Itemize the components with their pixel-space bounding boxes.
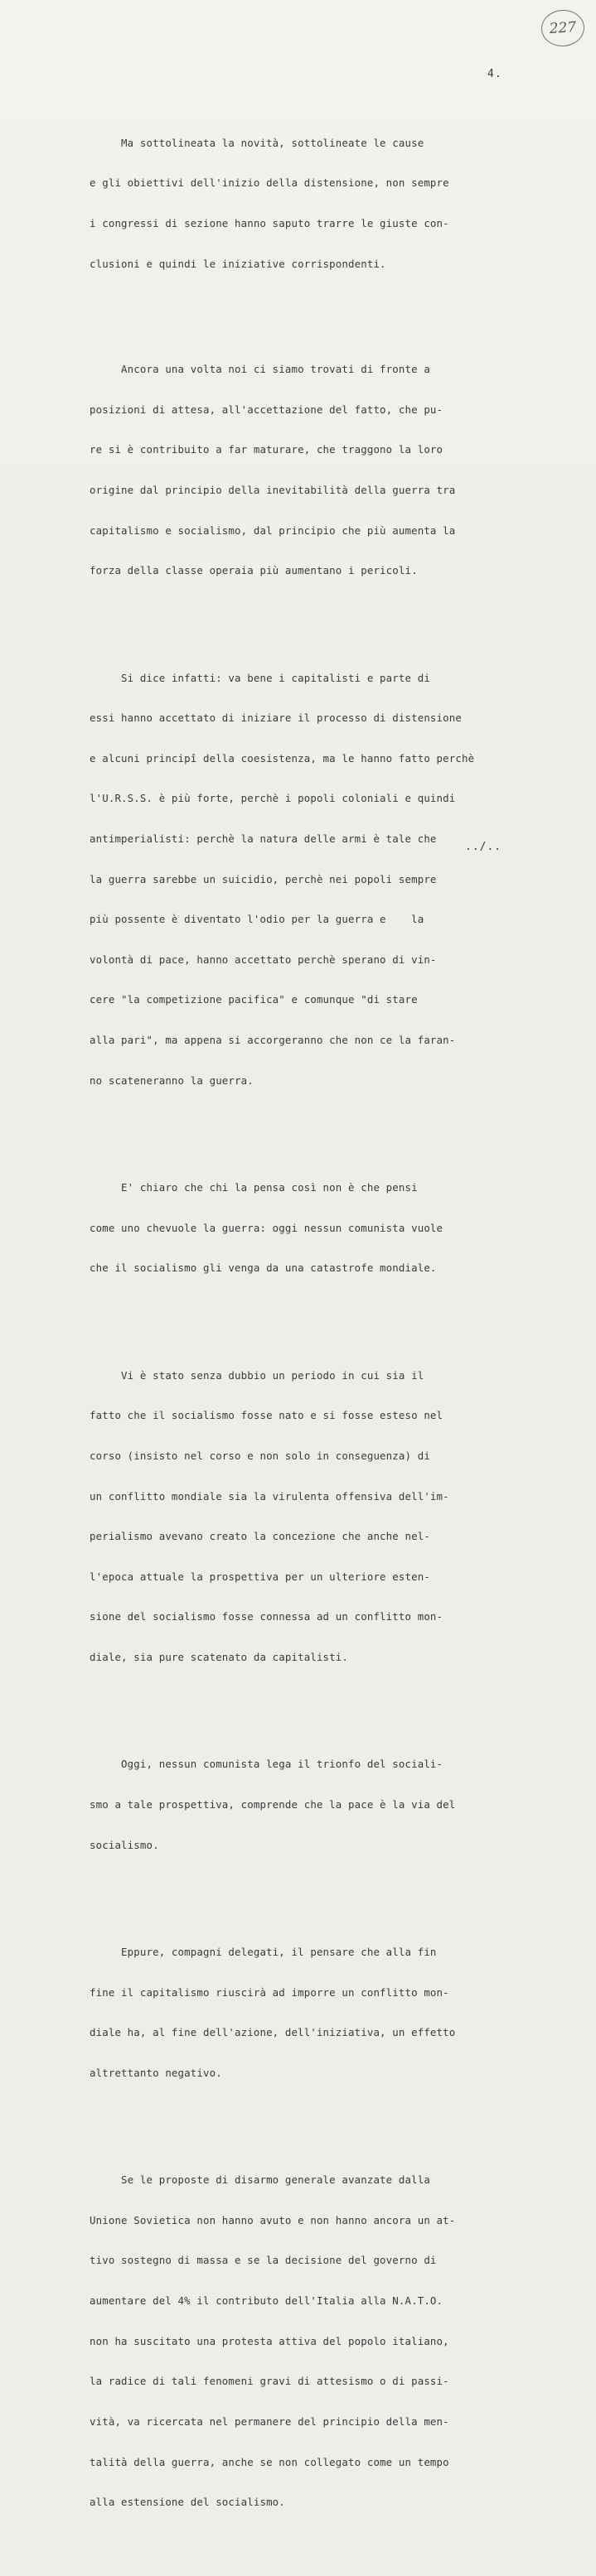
text-line: sione del socialismo fosse connessa ad un conflitto mon- bbox=[90, 1610, 443, 1623]
text-line: i congressi di sezione hanno saputo trarre le giuste con- bbox=[90, 217, 449, 230]
text-line: talità della guerra, anche se non collegato come un tempo bbox=[90, 2455, 449, 2468]
text-line: altrettanto negativo. bbox=[90, 2066, 222, 2079]
continuation-mark: ../.. bbox=[465, 841, 502, 853]
text-line: Se le proposte di disarmo generale avanzate dalla bbox=[90, 2173, 430, 2187]
page-number: 4. bbox=[487, 68, 502, 80]
text-line: la guerra sarebbe un suicidio, perchè nei popoli sempre bbox=[90, 872, 437, 885]
body-text bbox=[90, 83, 504, 2576]
text-line: diale, sia pure scatenato da capitalisti. bbox=[90, 1650, 349, 1663]
text-line: socialismo. bbox=[90, 1838, 159, 1851]
text-line: Ancora una volta noi ci siamo trovati di fronte a bbox=[90, 363, 430, 376]
text-line: forza della classe operaia più aumentano i pericoli. bbox=[90, 564, 418, 577]
text-line: capitalismo e socialismo, dal principio che più aumenta la bbox=[90, 523, 456, 537]
text-line: e alcuni principî della coesistenza, ma le hanno fatto perchè bbox=[90, 751, 475, 765]
text-line: aumentare del 4% il contributo dell'Italia alla N.A.T.O. bbox=[90, 2294, 443, 2308]
text-line: Ma sottolineata la novità, sottolineate le cause bbox=[90, 136, 424, 149]
text-line: tivo sostegno di massa e se la decisione del governo di bbox=[90, 2254, 437, 2267]
text-line: clusioni e quindi le iniziative corrispondenti. bbox=[90, 257, 386, 270]
paragraph-8 bbox=[90, 2147, 504, 2536]
text-line: posizioni di attesa, all'accettazione del fatto, che pu- bbox=[90, 403, 443, 416]
text-line: la radice di tali fenomeni gravi di attesismo o di passi- bbox=[90, 2375, 449, 2388]
text-line: Si dice infatti: va bene i capitalisti e parte di bbox=[90, 671, 430, 684]
text-line: come uno chevuole la guerra: oggi nessun comunista vuole bbox=[90, 1221, 443, 1234]
text-line: l'U.R.S.S. è più forte, perchè i popoli coloniali e quindi bbox=[90, 792, 456, 805]
text-line: corso (insisto nel corso e non solo in conseguenza) di bbox=[90, 1449, 430, 1462]
paragraph-2 bbox=[90, 336, 504, 605]
text-line: origine dal principio della inevitabilità della guerra tra bbox=[90, 483, 456, 496]
text-line: un conflitto mondiale sia la virulenta offensiva dell'im- bbox=[90, 1489, 449, 1503]
paragraph-4 bbox=[90, 1155, 504, 1302]
text-line: più possente è diventato l'odio per la guerra e la bbox=[90, 913, 424, 926]
paragraph-7 bbox=[90, 1919, 504, 2107]
text-line: diale ha, al fine dell'azione, dell'iniziativa, un effetto bbox=[90, 2026, 456, 2039]
text-line: no scateneranno la guerra. bbox=[90, 1073, 254, 1087]
text-line: Unione Sovietica non hanno avuto e non hanno ancora un at- bbox=[90, 2213, 456, 2226]
text-line: non ha suscitato una protesta attiva del popolo italiano, bbox=[90, 2334, 449, 2347]
text-line: cere "la competizione pacifica" e comunque "di stare bbox=[90, 993, 418, 1006]
text-line: l'epoca attuale la prospettiva per un ulteriore esten- bbox=[90, 1570, 430, 1583]
text-line: fatto che il socialismo fosse nato e si fosse esteso nel bbox=[90, 1409, 443, 1422]
text-line: alla estensione del socialismo. bbox=[90, 2496, 285, 2509]
text-line: volontà di pace, hanno accettato perchè sperano di vin- bbox=[90, 953, 437, 966]
text-line: Vi è stato senza dubbio un periodo in cui sia il bbox=[90, 1368, 424, 1382]
text-line: perialismo avevano creato la concezione che anche nel- bbox=[90, 1530, 430, 1543]
text-line: che il socialismo gli venga da una catastrofe mondiale. bbox=[90, 1261, 437, 1275]
paragraph-5 bbox=[90, 1342, 504, 1691]
text-line: re si è contribuito a far maturare, che traggono la loro bbox=[90, 443, 443, 456]
text-line: E' chiaro che chi la pensa così non è che pensi bbox=[90, 1181, 418, 1194]
text-line: Eppure, compagni delegati, il pensare che alla fin bbox=[90, 1946, 437, 1959]
text-line: e gli obiettivi dell'inizio della distensione, non sempre bbox=[90, 176, 449, 190]
text-line: vità, va ricercata nel permanere del principio della men- bbox=[90, 2414, 449, 2428]
text-line: smo a tale prospettiva, comprende che la pace è la via del bbox=[90, 1797, 456, 1811]
text-line: Oggi, nessun comunista lega il trionfo del sociali- bbox=[90, 1758, 443, 1771]
paragraph-3 bbox=[90, 644, 504, 1114]
text-line: fine il capitalismo riuscirà ad imporre un conflitto mon- bbox=[90, 1985, 449, 1999]
text-line: alla pari", ma appena si accorgeranno che non ce la faran- bbox=[90, 1034, 456, 1047]
paragraph-1 bbox=[90, 109, 504, 297]
text-line: antimperialisti: perchè la natura delle armi è tale che bbox=[90, 832, 437, 845]
paragraph-6 bbox=[90, 1731, 504, 1879]
text-line: essi hanno accettato di iniziare il processo di distensione bbox=[90, 712, 462, 725]
archive-stamp: 227 bbox=[540, 8, 586, 48]
